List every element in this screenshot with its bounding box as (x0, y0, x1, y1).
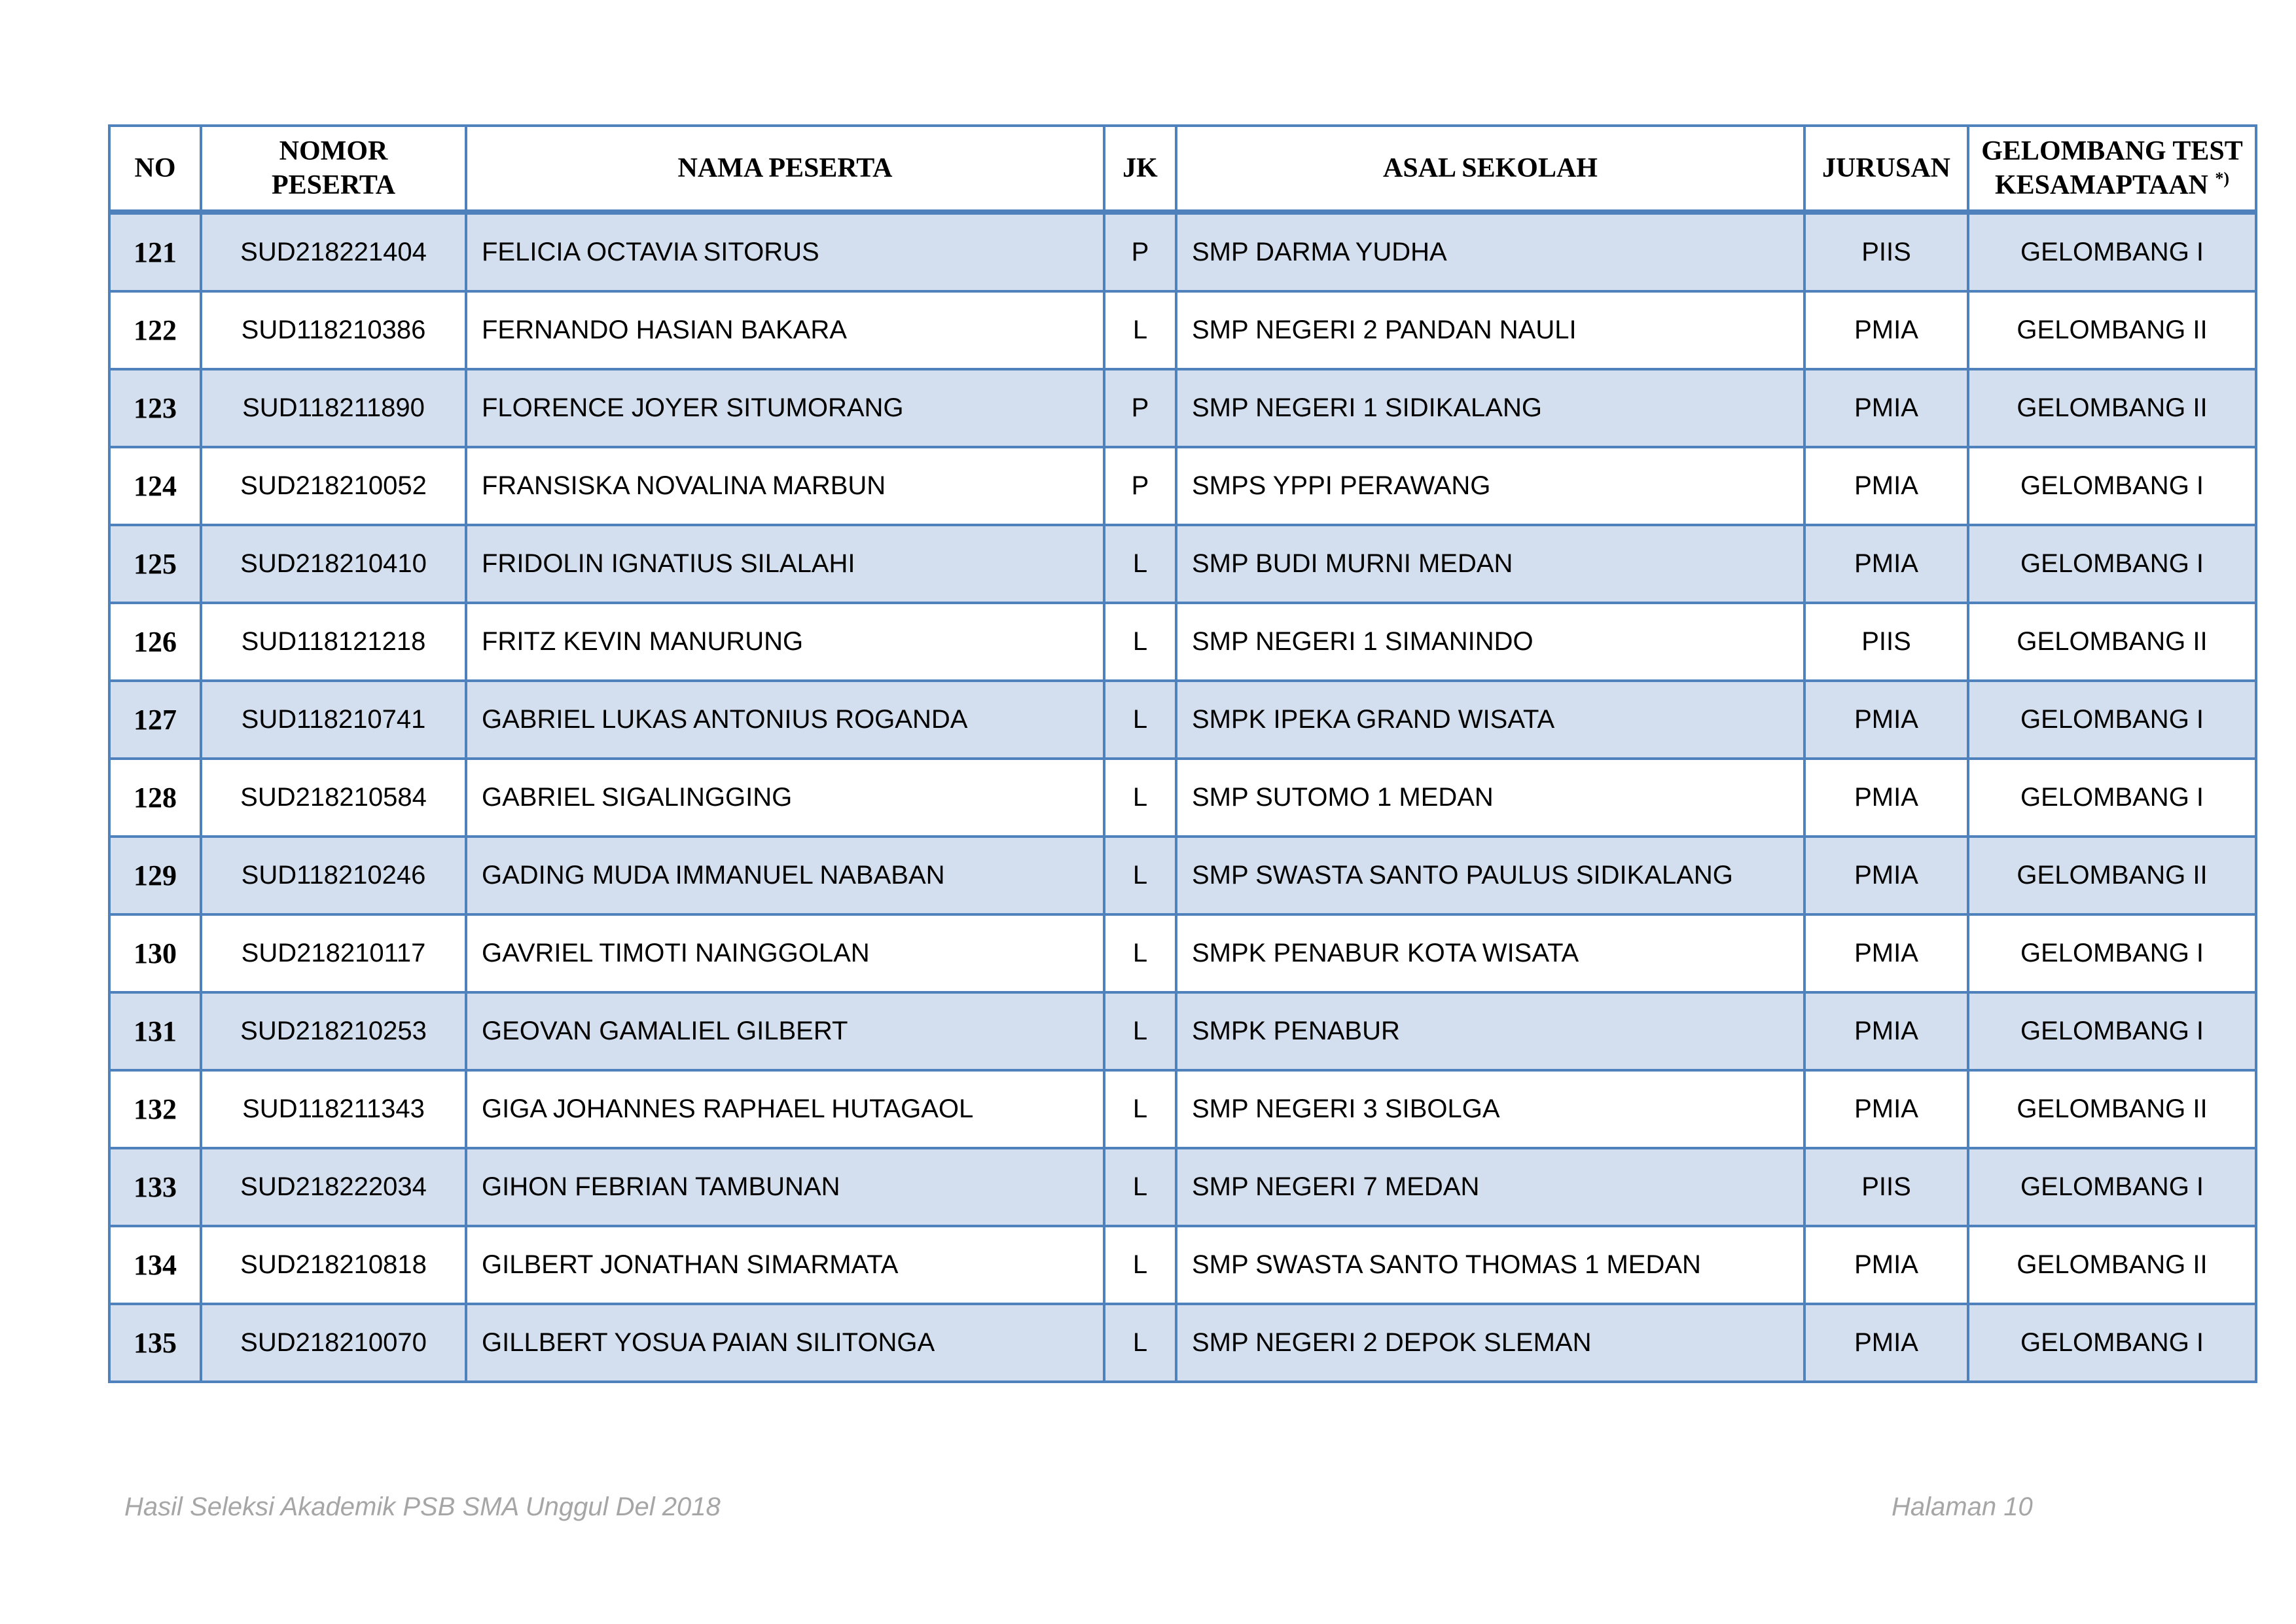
cell-jurusan: PMIA (1804, 291, 1968, 369)
cell-no: 122 (109, 291, 201, 369)
cell-gelombang: GELOMBANG I (1968, 447, 2256, 525)
header-row (109, 126, 2256, 212)
table-row (109, 992, 2256, 1070)
cell-asal-sekolah: SMP SWASTA SANTO THOMAS 1 MEDAN (1176, 1226, 1804, 1304)
cell-nomor-peserta: SUD118210246 (201, 837, 466, 914)
cell-gelombang: GELOMBANG II (1968, 1226, 2256, 1304)
header-no: NO (109, 126, 201, 212)
cell-no: 128 (109, 759, 201, 837)
cell-jk: L (1104, 603, 1176, 681)
cell-nama-peserta: GABRIEL SIGALINGGING (466, 759, 1104, 837)
cell-jurusan: PMIA (1804, 837, 1968, 914)
header-gelombang-note: *) (2215, 169, 2230, 188)
cell-nomor-peserta: SUD218210584 (201, 759, 466, 837)
table-row (109, 1226, 2256, 1304)
cell-gelombang: GELOMBANG I (1968, 992, 2256, 1070)
header-gelombang-line2: KESAMAPTAAN (1994, 170, 2208, 200)
cell-no: 131 (109, 992, 201, 1070)
cell-asal-sekolah: SMP NEGERI 1 SIMANINDO (1176, 603, 1804, 681)
table-row (109, 1070, 2256, 1148)
cell-no: 124 (109, 447, 201, 525)
cell-jk: L (1104, 992, 1176, 1070)
cell-jk: L (1104, 525, 1176, 603)
cell-gelombang: GELOMBANG II (1968, 291, 2256, 369)
cell-jk: L (1104, 1226, 1176, 1304)
cell-nama-peserta: GILLBERT YOSUA PAIAN SILITONGA (466, 1304, 1104, 1382)
header-nomor-line2: PESERTA (271, 170, 396, 200)
cell-nama-peserta: GILBERT JONATHAN SIMARMATA (466, 1226, 1104, 1304)
cell-asal-sekolah: SMPS YPPI PERAWANG (1176, 447, 1804, 525)
cell-jk: L (1104, 837, 1176, 914)
cell-nama-peserta: GADING MUDA IMMANUEL NABABAN (466, 837, 1104, 914)
cell-no: 126 (109, 603, 201, 681)
cell-asal-sekolah: SMP SUTOMO 1 MEDAN (1176, 759, 1804, 837)
cell-gelombang: GELOMBANG I (1968, 1304, 2256, 1382)
cell-jurusan: PIIS (1804, 1148, 1968, 1226)
cell-no: 134 (109, 1226, 201, 1304)
table-row (109, 603, 2256, 681)
cell-nomor-peserta: SUD218210253 (201, 992, 466, 1070)
cell-jurusan: PMIA (1804, 447, 1968, 525)
cell-jurusan: PMIA (1804, 759, 1968, 837)
cell-gelombang: GELOMBANG I (1968, 914, 2256, 992)
header-gelombang (1968, 126, 2256, 212)
table-row (109, 212, 2256, 291)
cell-gelombang: GELOMBANG I (1968, 525, 2256, 603)
cell-nama-peserta: GAVRIEL TIMOTI NAINGGOLAN (466, 914, 1104, 992)
cell-nama-peserta: FERNANDO HASIAN BAKARA (466, 291, 1104, 369)
cell-jk: L (1104, 759, 1176, 837)
cell-jurusan: PMIA (1804, 525, 1968, 603)
cell-nama-peserta: GIHON FEBRIAN TAMBUNAN (466, 1148, 1104, 1226)
cell-gelombang: GELOMBANG I (1968, 1148, 2256, 1226)
header-nama-peserta: NAMA PESERTA (466, 126, 1104, 212)
header-asal-sekolah: ASAL SEKOLAH (1176, 126, 1804, 212)
cell-nomor-peserta: SUD118211890 (201, 369, 466, 447)
table-row (109, 1304, 2256, 1382)
table-row (109, 837, 2256, 914)
cell-nomor-peserta: SUD118121218 (201, 603, 466, 681)
cell-no: 121 (109, 212, 201, 291)
cell-jk: L (1104, 1304, 1176, 1382)
results-table-container (108, 124, 2255, 1383)
cell-jk: L (1104, 1148, 1176, 1226)
table-row (109, 914, 2256, 992)
cell-jk: P (1104, 212, 1176, 291)
cell-jurusan: PMIA (1804, 681, 1968, 759)
cell-nama-peserta: FRIDOLIN IGNATIUS SILALAHI (466, 525, 1104, 603)
cell-nama-peserta: FLORENCE JOYER SITUMORANG (466, 369, 1104, 447)
cell-asal-sekolah: SMP NEGERI 2 DEPOK SLEMAN (1176, 1304, 1804, 1382)
cell-jurusan: PIIS (1804, 212, 1968, 291)
cell-jurusan: PIIS (1804, 603, 1968, 681)
cell-nama-peserta: FELICIA OCTAVIA SITORUS (466, 212, 1104, 291)
results-table (108, 124, 2257, 1383)
cell-asal-sekolah: SMP NEGERI 2 PANDAN NAULI (1176, 291, 1804, 369)
footer-document-title: Hasil Seleksi Akademik PSB SMA Unggul Del 2018 (124, 1492, 721, 1521)
cell-jk: P (1104, 447, 1176, 525)
cell-no: 135 (109, 1304, 201, 1382)
table-row (109, 447, 2256, 525)
header-jk: JK (1104, 126, 1176, 212)
table-row (109, 759, 2256, 837)
cell-nama-peserta: FRANSISKA NOVALINA MARBUN (466, 447, 1104, 525)
cell-gelombang: GELOMBANG II (1968, 603, 2256, 681)
header-nomor-line1: NOMOR (279, 136, 388, 166)
cell-asal-sekolah: SMP BUDI MURNI MEDAN (1176, 525, 1804, 603)
cell-no: 130 (109, 914, 201, 992)
cell-jurusan: PMIA (1804, 914, 1968, 992)
cell-nama-peserta: GIGA JOHANNES RAPHAEL HUTAGAOL (466, 1070, 1104, 1148)
cell-gelombang: GELOMBANG II (1968, 369, 2256, 447)
cell-gelombang: GELOMBANG II (1968, 1070, 2256, 1148)
cell-jk: P (1104, 369, 1176, 447)
cell-no: 123 (109, 369, 201, 447)
cell-jk: L (1104, 681, 1176, 759)
cell-nomor-peserta: SUD118210386 (201, 291, 466, 369)
cell-jurusan: PMIA (1804, 1304, 1968, 1382)
cell-nama-peserta: GABRIEL LUKAS ANTONIUS ROGANDA (466, 681, 1104, 759)
cell-no: 132 (109, 1070, 201, 1148)
cell-gelombang: GELOMBANG I (1968, 681, 2256, 759)
cell-asal-sekolah: SMP NEGERI 1 SIDIKALANG (1176, 369, 1804, 447)
cell-nomor-peserta: SUD118211343 (201, 1070, 466, 1148)
cell-asal-sekolah: SMP SWASTA SANTO PAULUS SIDIKALANG (1176, 837, 1804, 914)
header-nomor-peserta (201, 126, 466, 212)
cell-nomor-peserta: SUD218222034 (201, 1148, 466, 1226)
cell-nomor-peserta: SUD118210741 (201, 681, 466, 759)
table-row (109, 1148, 2256, 1226)
cell-asal-sekolah: SMPK PENABUR (1176, 992, 1804, 1070)
cell-jurusan: PMIA (1804, 369, 1968, 447)
cell-jk: L (1104, 914, 1176, 992)
cell-nomor-peserta: SUD218210070 (201, 1304, 466, 1382)
cell-no: 125 (109, 525, 201, 603)
cell-gelombang: GELOMBANG II (1968, 837, 2256, 914)
table-row (109, 369, 2256, 447)
cell-no: 127 (109, 681, 201, 759)
header-jurusan: JURUSAN (1804, 126, 1968, 212)
footer-page-number: Halaman 10 (1892, 1492, 2033, 1521)
cell-asal-sekolah: SMP NEGERI 3 SIBOLGA (1176, 1070, 1804, 1148)
cell-jk: L (1104, 1070, 1176, 1148)
table-row (109, 681, 2256, 759)
table-row (109, 525, 2256, 603)
cell-gelombang: GELOMBANG I (1968, 212, 2256, 291)
cell-nomor-peserta: SUD218210410 (201, 525, 466, 603)
cell-asal-sekolah: SMPK IPEKA GRAND WISATA (1176, 681, 1804, 759)
cell-nomor-peserta: SUD218221404 (201, 212, 466, 291)
cell-asal-sekolah: SMPK PENABUR KOTA WISATA (1176, 914, 1804, 992)
cell-asal-sekolah: SMP DARMA YUDHA (1176, 212, 1804, 291)
cell-asal-sekolah: SMP NEGERI 7 MEDAN (1176, 1148, 1804, 1226)
table-header (109, 126, 2256, 212)
table-row (109, 291, 2256, 369)
cell-no: 133 (109, 1148, 201, 1226)
cell-nomor-peserta: SUD218210117 (201, 914, 466, 992)
cell-nomor-peserta: SUD218210818 (201, 1226, 466, 1304)
cell-gelombang: GELOMBANG I (1968, 759, 2256, 837)
table-body (109, 212, 2256, 1382)
cell-no: 129 (109, 837, 201, 914)
header-gelombang-line1: GELOMBANG TEST (1981, 136, 2243, 166)
cell-jurusan: PMIA (1804, 992, 1968, 1070)
cell-nomor-peserta: SUD218210052 (201, 447, 466, 525)
cell-nama-peserta: GEOVAN GAMALIEL GILBERT (466, 992, 1104, 1070)
cell-jurusan: PMIA (1804, 1070, 1968, 1148)
cell-jurusan: PMIA (1804, 1226, 1968, 1304)
cell-nama-peserta: FRITZ KEVIN MANURUNG (466, 603, 1104, 681)
cell-jk: L (1104, 291, 1176, 369)
